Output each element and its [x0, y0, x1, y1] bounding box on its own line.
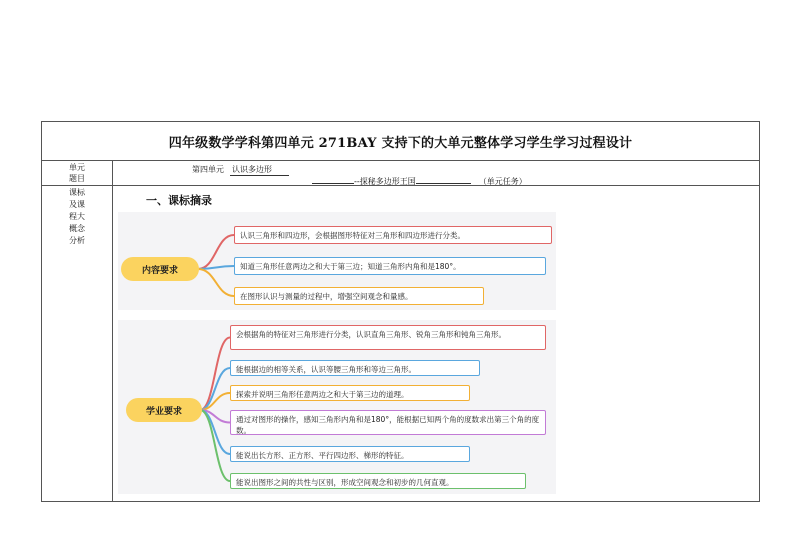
mindmap-performance-item: 通过对图形的操作，感知三角形内角和是180°，能根据已知两个角的度数求出第三个角的度数。: [230, 410, 546, 435]
mindmap-content-requirements: [118, 212, 556, 310]
mindmap-performance-requirements: [118, 320, 556, 494]
table-divider: [42, 160, 759, 161]
mindmap-performance-item: 能根据边的相等关系，认识等腰三角形和等边三角形。: [230, 360, 480, 376]
mindmap-performance-connector: [200, 410, 230, 481]
section-heading: 一、课标摘录: [146, 194, 212, 207]
document-title: 四年级数学学科第四单元 271BAY 支持下的大单元整体学习学生学习过程设计: [168, 135, 633, 151]
unit-subtitle-line: [312, 176, 527, 187]
table-column-divider: [112, 160, 113, 501]
mindmap-performance-item: 能说出长方形、正方形、平行四边形、梯形的特征。: [230, 446, 470, 462]
row-label-text: 课标 及课 程大 概念 分析: [69, 188, 85, 245]
mindmap-content-item: 在图形认识与测量的过程中，增强空间观念和量感。: [234, 287, 484, 305]
unit-task-label: （单元任务）: [478, 177, 527, 186]
mindmap-performance-item: 能说出图形之间的共性与区别，形成空间观念和初步的几何直观。: [230, 473, 526, 489]
blank-line: [312, 183, 354, 184]
unit-subtitle: --探秘多边形王国: [354, 177, 416, 186]
mindmap-content-item: 认识三角形和四边形，会根据图形特征对三角形和四边形进行分类。: [234, 226, 552, 244]
unit-prefix: 第四单元: [192, 165, 224, 174]
row-label-standards: [42, 187, 112, 247]
row-label-unit-topic: [42, 162, 112, 184]
unit-name: 认识多边形: [230, 164, 289, 176]
blank-line: [416, 183, 471, 184]
mindmap-root-performance: 学业要求: [126, 398, 202, 422]
mindmap-root-content: 内容要求: [121, 257, 199, 281]
mindmap-content-connector: [198, 269, 234, 296]
mindmap-performance-connector: [200, 338, 230, 411]
mindmap-performance-item: 会根据角的特征对三角形进行分类，认识直角三角形、锐角三角形和钝角三角形。: [230, 325, 546, 350]
row-label-text: 单元 题目: [69, 163, 85, 183]
mindmap-content-item: 知道三角形任意两边之和大于第三边；知道三角形内角和是180°。: [234, 257, 546, 275]
mindmap-content-connector: [198, 235, 234, 269]
mindmap-performance-item: 探索并说明三角形任意两边之和大于第三边的道理。: [230, 385, 470, 401]
unit-name-line: [192, 164, 289, 176]
